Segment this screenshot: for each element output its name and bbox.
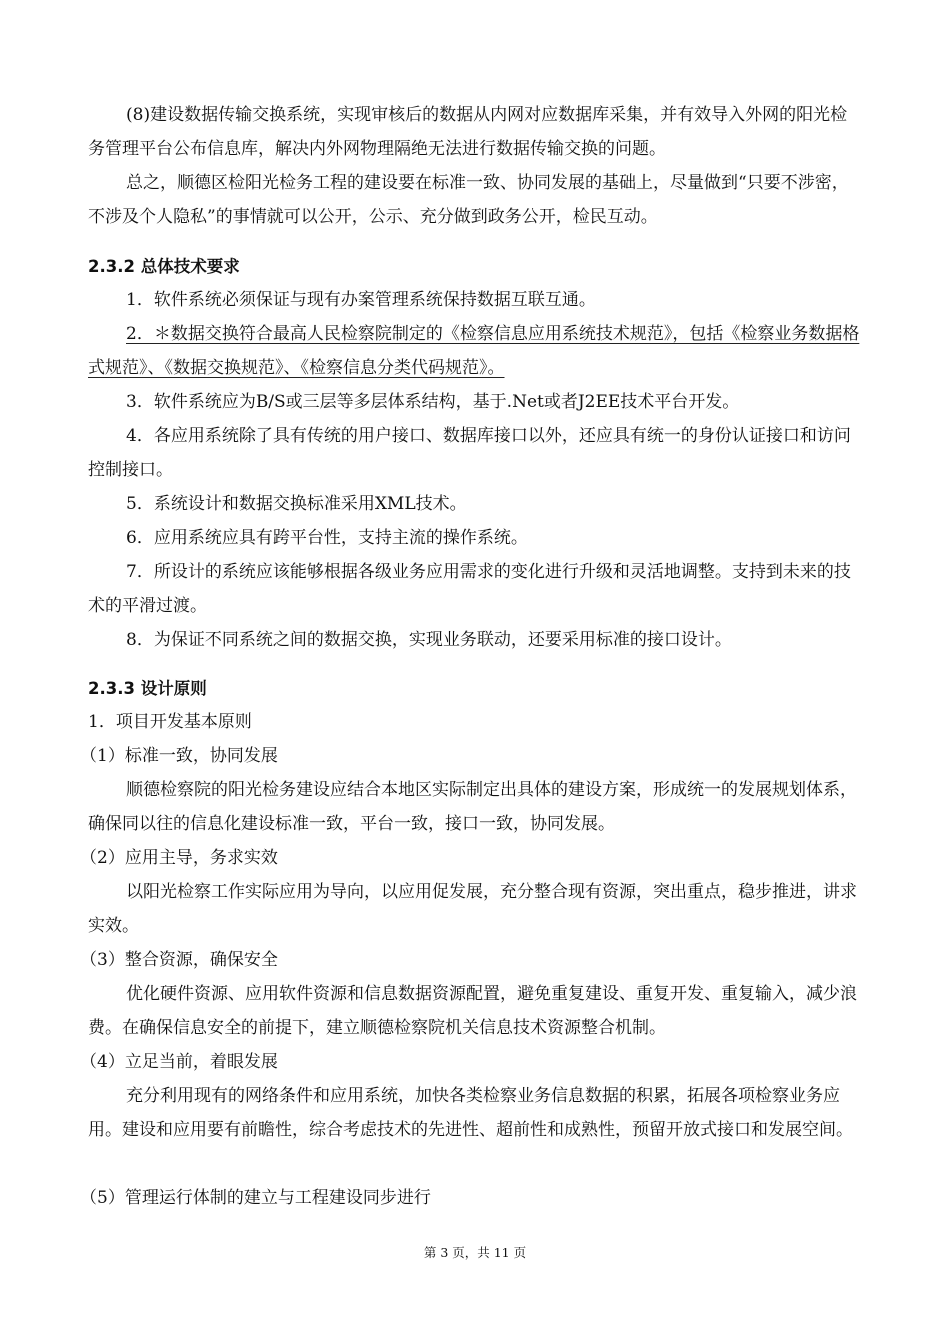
requirement-3: 3．软件系统应为B/S或三层等多层体系结构，基于.Net或者J2EE技术平台开发。 (126, 392, 740, 412)
requirement-2: 2．＊数据交换符合最高人民检察院制定的《检察信息应用系统技术规范》，包括《检察业务数据格式规范》、《数据交换规范》、《检察信息分类代码规范》。 (88, 324, 860, 378)
principle-2-heading: （2）应用主导，务求实效 (80, 848, 278, 868)
principles-subtitle: 1．项目开发基本原则 (88, 712, 252, 732)
principle-4-body: 充分利用现有的网络条件和应用系统，加快各类检察业务信息数据的积累，拓展各项检察业务应用。建设和应用要有前瞻性，综合考虑技术的先进性、超前性和成熟性，预留开放式接口和发展空间。 (88, 1086, 853, 1140)
section-232-title: 2.3.2 总体技术要求 (88, 257, 240, 276)
paragraph-item-8: (8)建设数据传输交换系统，实现审核后的数据从内网对应数据库采集，并有效导入外网的阳光检务管理平台公布信息库，解决内外网物理隔绝无法进行数据传输交换的问题。 (88, 105, 848, 159)
principle-3-heading: （3）整合资源，确保安全 (80, 950, 278, 970)
page-number-footer: 第 3 页，共 11 页 (423, 1245, 527, 1260)
principle-1-body: 顺德检察院的阳光检务建设应结合本地区实际制定出具体的建设方案，形成统一的发展规划体系，确保同以往的信息化建设标准一致，平台一致，接口一致，协同发展。 (88, 780, 857, 834)
principle-4-heading: （4）立足当前，着眼发展 (80, 1052, 278, 1072)
section-233-title: 2.3.3 设计原则 (88, 679, 207, 698)
requirement-8: 8．为保证不同系统之间的数据交换，实现业务联动，还要采用标准的接口设计。 (126, 630, 732, 650)
principle-2-body: 以阳光检察工作实际应用为导向，以应用促发展，充分整合现有资源，突出重点，稳步推进，讲求实效。 (88, 882, 857, 936)
requirement-6: 6．应用系统应具有跨平台性，支持主流的操作系统。 (126, 528, 528, 548)
principle-1-heading: （1）标准一致，协同发展 (80, 746, 278, 766)
requirement-1: 1．软件系统必须保证与现有办案管理系统保持数据互联互通。 (126, 290, 596, 310)
requirement-5: 5．系统设计和数据交换标准采用XML技术。 (126, 494, 467, 514)
requirement-7: 7．所设计的系统应该能够根据各级业务应用需求的变化进行升级和灵活地调整。支持到未来的技术的平滑过渡。 (88, 562, 851, 616)
requirement-4: 4．各应用系统除了具有传统的用户接口、数据库接口以外，还应具有统一的身份认证接口和访问控制接口。 (88, 426, 851, 480)
paragraph-summary: 总之，顺德区检阳光检务工程的建设要在标准一致、协同发展的基础上，尽量做到“只要不涉密，不涉及个人隐私”的事情就可以公开，公示、充分做到政务公开，检民互动。 (88, 173, 849, 227)
principle-5-heading: （5）管理运行体制的建立与工程建设同步进行 (80, 1188, 431, 1208)
principle-3-body: 优化硬件资源、应用软件资源和信息数据资源配置，避免重复建设、重复开发、重复输入，减少浪费。在确保信息安全的前提下，建立顺德检察院机关信息技术资源整合机制。 (88, 984, 857, 1038)
